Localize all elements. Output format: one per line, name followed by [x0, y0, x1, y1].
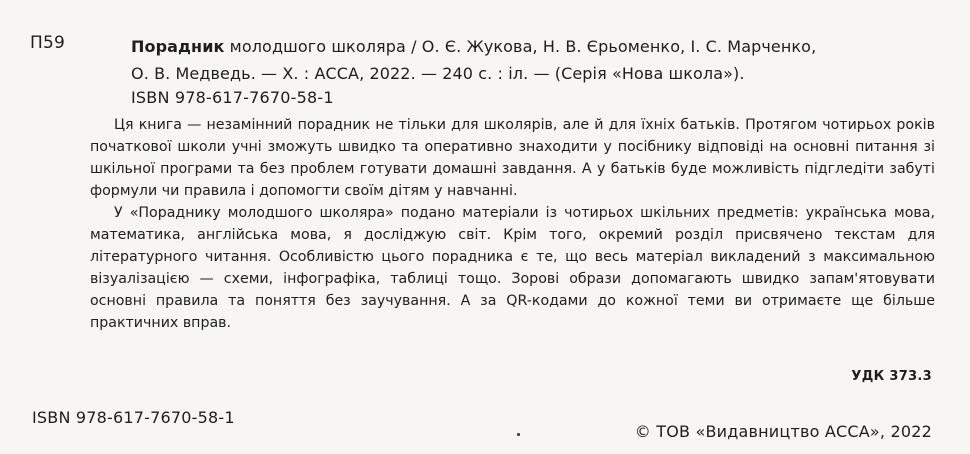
udk-code: УДК 373.3: [851, 369, 932, 384]
bibliographic-description: [131, 33, 951, 87]
annotation-paragraph: Ця книга — незамінний порадник не тільки для школярів, але й для їхніх батьків. Протягом чотирьох років початкової школи учні зможуть швидко та оперативно знаходити у посібнику відповіді на основні питання зі шкільної програми та без проблем готувати домашні завдання. А у батьків буде можливість підгледіти забуті формули чи правила і допомогти своїм дітям у навчанні.: [90, 117, 935, 199]
isbn-top: ISBN 978-617-7670-58-1: [131, 88, 334, 107]
isbn-bottom: ISBN 978-617-7670-58-1: [32, 408, 235, 427]
bibliographic-line-2: О. В. Медведь. — Х. : АССА, 2022. — 240 с. : іл. — (Серія «Нова школа»).: [131, 64, 745, 83]
book-title: Порадник: [131, 37, 225, 56]
annotation-paragraph: У «Пораднику молодшого школяра» подано матеріали із чотирьох шкільних предметів: українська мова, математика, англійська мова, я досліджую світ. Крім того, окремий розділ присвячено текстам для літературного читання. Особливістю цього порадника є те, що весь матеріал викладений з максимальною візуалізацією — схеми, інфографіка, таблиці тощо. Зорові образи допомагають швидко запам'ятовувати основні правила та поняття без заучування. А за QR-кодами до кожної теми ви отримаєте ще більше практичних вправ.: [90, 205, 935, 331]
catalog-code: П59: [30, 33, 66, 53]
annotation: [90, 114, 935, 334]
print-speck: [517, 433, 520, 436]
copyright-notice: © ТОВ «Видавництво АССА», 2022: [634, 422, 932, 441]
bibliographic-line-1: молодшого школяра / О. Є. Жукова, Н. В. Єрьоменко, І. С. Марченко,: [224, 37, 817, 56]
